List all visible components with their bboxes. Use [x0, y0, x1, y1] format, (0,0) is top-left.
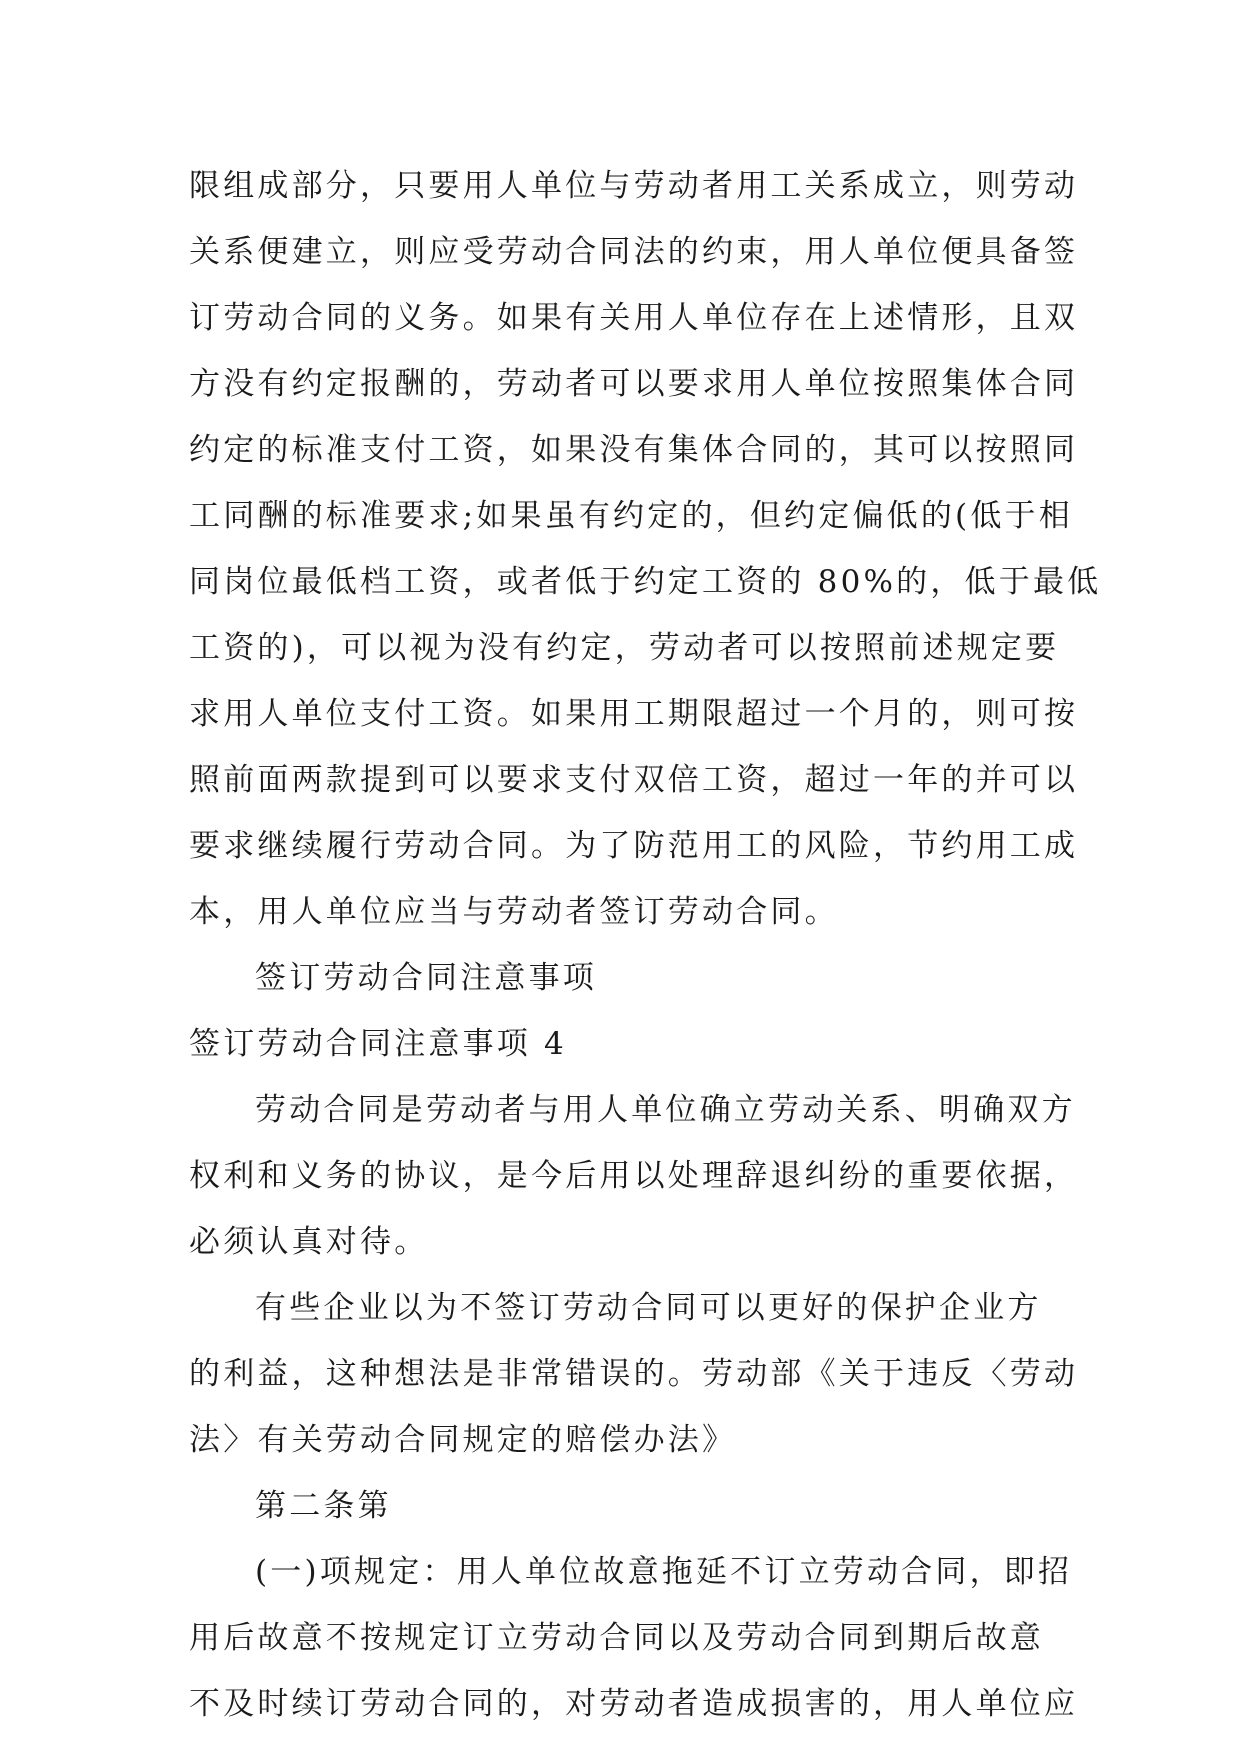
text-line: 同岗位最低档工资，或者低于约定工资的 80%的，低于最低 [189, 564, 1102, 600]
text-line: 第二条第 [255, 1488, 392, 1524]
text-line: 限组成部分，只要用人单位与劳动者用工关系成立，则劳动 [189, 168, 1079, 204]
text-line: 有些企业以为不签订劳动合同可以更好的保护企业方 [255, 1290, 1042, 1326]
text-line: 方没有约定报酬的，劳动者可以要求用人单位按照集体合同 [189, 366, 1079, 402]
text-line: 权利和义务的协议，是今后用以处理辞退纠纷的重要依据， [189, 1158, 1079, 1194]
text-line: 的利益，这种想法是非常错误的。劳动部《关于违反〈劳动 [189, 1356, 1079, 1392]
section-heading: 签订劳动合同注意事项 [255, 960, 597, 996]
text-line: 订劳动合同的义务。如果有关用人单位存在上述情形，且双 [189, 300, 1079, 336]
text-line: 关系便建立，则应受劳动合同法的约束，用人单位便具备签 [189, 234, 1079, 270]
document-body [189, 153, 1102, 1737]
text-line: 照前面两款提到可以要求支付双倍工资，超过一年的并可以 [189, 762, 1079, 798]
text-line: 工同酬的标准要求;如果虽有约定的，但约定偏低的(低于相 [189, 498, 1073, 534]
text-line: 法〉有关劳动合同规定的赔偿办法》 [189, 1422, 737, 1458]
text-line: 要求继续履行劳动合同。为了防范用工的风险，节约用工成 [189, 828, 1079, 864]
text-line: 劳动合同是劳动者与用人单位确立劳动关系、明确双方 [255, 1092, 1076, 1128]
text-line: 约定的标准支付工资，如果没有集体合同的，其可以按照同 [189, 432, 1079, 468]
text-line: 不及时续订劳动合同的，对劳动者造成损害的，用人单位应 [189, 1686, 1079, 1722]
text-line: 本，用人单位应当与劳动者签订劳动合同。 [189, 894, 839, 930]
text-line: 求用人单位支付工资。如果用工期限超过一个月的，则可按 [189, 696, 1079, 732]
text-line: (一)项规定：用人单位故意拖延不订立劳动合同，即招 [255, 1554, 1073, 1590]
text-line: 工资的)，可以视为没有约定，劳动者可以按照前述规定要 [189, 630, 1060, 666]
section-title: 签订劳动合同注意事项 4 [189, 1026, 567, 1062]
text-line: 必须认真对待。 [189, 1224, 429, 1260]
text-line: 用后故意不按规定订立劳动合同以及劳动合同到期后故意 [189, 1620, 1044, 1656]
